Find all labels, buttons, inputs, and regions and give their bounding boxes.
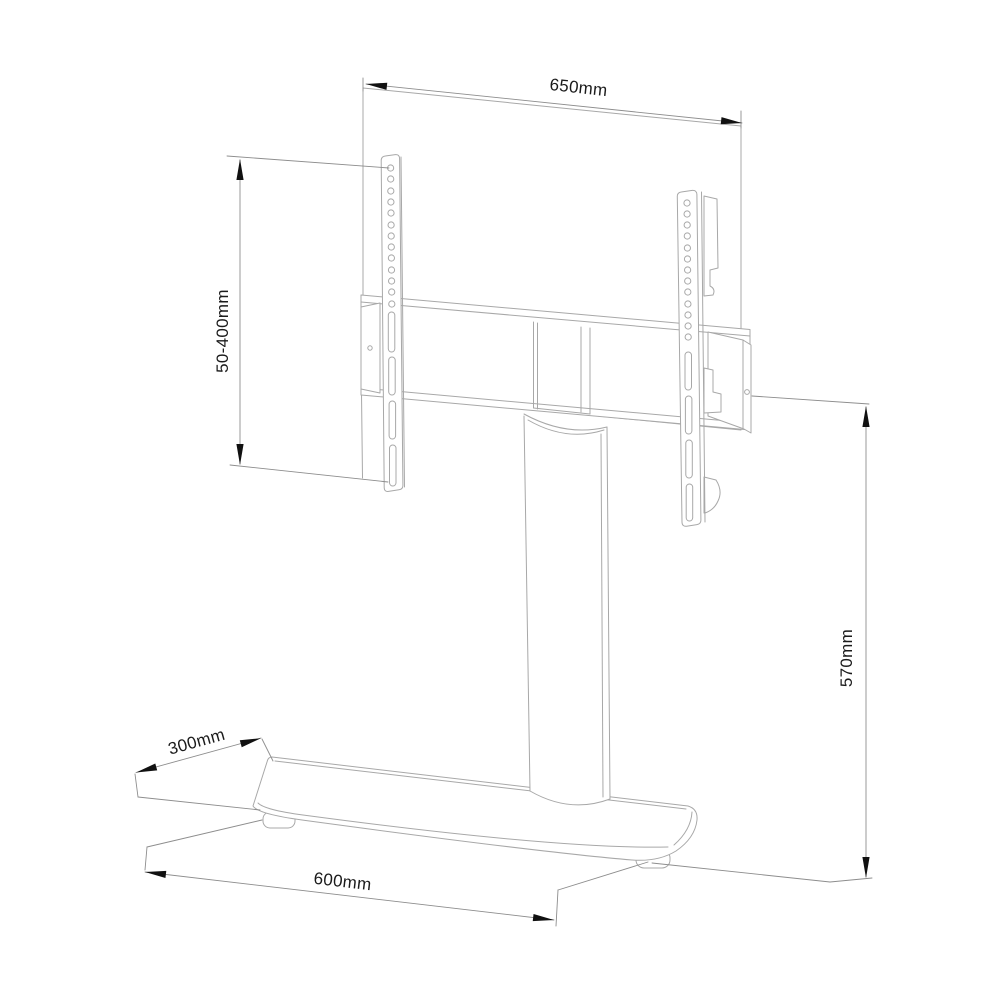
left-mount-box	[361, 303, 380, 393]
right-box-outline	[708, 332, 751, 433]
extension-line	[147, 820, 262, 847]
left-box-outline	[361, 303, 380, 393]
arrowhead	[862, 857, 869, 878]
arrowhead	[533, 914, 555, 924]
support-column	[524, 414, 610, 805]
right-mount-box	[708, 332, 751, 433]
arrowhead	[862, 406, 869, 427]
extension-line	[558, 862, 648, 890]
dimension-label: 650mm	[548, 74, 609, 101]
dimension-label: 50-400mm	[213, 289, 232, 373]
extension-line	[830, 878, 872, 882]
right-bracket-strip	[677, 190, 701, 526]
extension-line	[230, 465, 388, 482]
dimension-label: 600mm	[312, 868, 373, 895]
base-outline	[253, 757, 697, 860]
extension-line	[652, 863, 830, 882]
arrowhead	[145, 868, 167, 878]
extension-line	[135, 774, 138, 797]
flange-hook	[704, 477, 720, 513]
extension-line	[138, 797, 260, 810]
dimension-label: 570mm	[837, 628, 856, 688]
extension-line	[145, 847, 147, 870]
extension-line	[752, 396, 869, 404]
column-body	[524, 414, 610, 805]
arrowhead	[240, 735, 262, 748]
arrowhead	[236, 159, 243, 180]
panel-edge-line	[362, 393, 363, 478]
dimension-300mm	[135, 725, 273, 810]
base-plate	[253, 757, 697, 860]
arrowhead	[236, 444, 243, 465]
extension-line	[556, 890, 558, 926]
arrowhead	[135, 763, 157, 776]
dimension-label: 300mm	[165, 724, 228, 759]
extension-line	[262, 739, 273, 761]
